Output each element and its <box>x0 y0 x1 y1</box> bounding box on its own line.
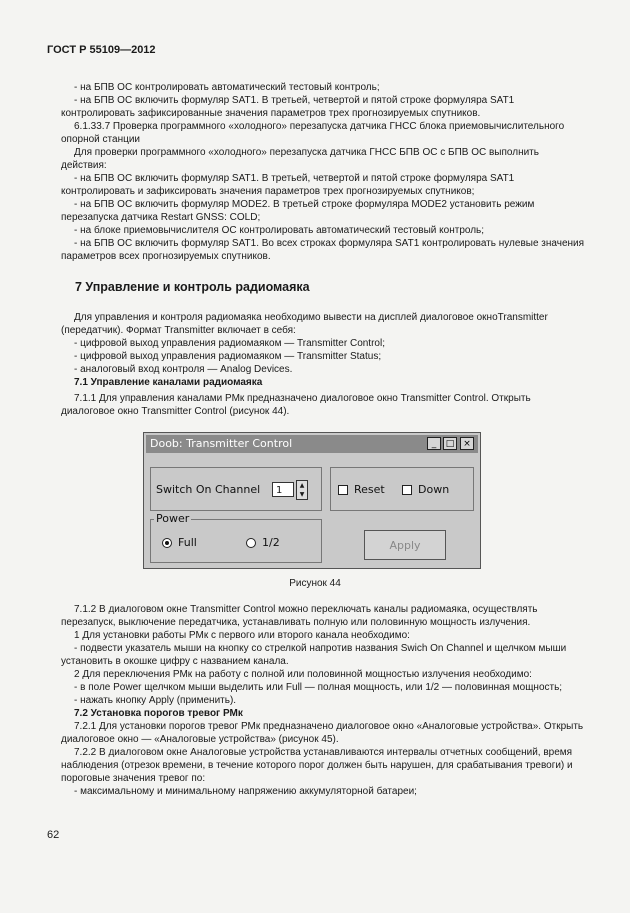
bottom-text-block <box>61 603 586 798</box>
top-text-block <box>61 81 586 263</box>
figure-caption: Рисунок 44 <box>289 578 341 589</box>
paragraph: - в поле Power щелчком мыши выделить или Full — полная мощность, или 1/2 — половинная мощность; <box>74 682 563 693</box>
down-label: Down <box>418 483 450 496</box>
paragraph: - подвести указатель мыши на кнопку со стрелкой напротив названия Swich On Channel и щелчком мыши установить в окошке цифру с названием канала. <box>61 643 567 667</box>
paragraph: - на блоке приемовычислителя ОС контролировать автоматический тестовый контроль; <box>74 225 485 236</box>
paragraph: 7.1.1 Для управления каналами РМк предназначено диалоговое окно Transmitter Control. Открыть диалоговое окно Transmitter Control (рисунок 44). <box>61 393 531 417</box>
paragraph: 7.1.2 В диалоговом окне Transmitter Control можно переключать каналы радиомаяка, осуществлять перезапуск, выключение передатчика, устанавливать полную или половинную мощность излучения. <box>61 604 538 628</box>
paragraph: - на БПВ ОС включить формуляр SAT1. В третьей, четвертой и пятой строке формуляра SAT1 контролировать и зафиксировать значения параметров трех прогнозируемых спутников; <box>61 173 515 197</box>
paragraph: 2 Для переключения РМк на работу с полной или половинной мощностью излучения необходимо: <box>74 669 532 680</box>
paragraph: Для проверки программного «холодного» перезапуска датчика ГНСС БПВ ОС с БПВ ОС выполнить действия: <box>61 147 539 171</box>
paragraph: 7.2.2 В диалоговом окне Аналоговые устройства устанавливаются интервалы отчетных сообщений, время наблюдения (отрезок времени, в течение которого порог должен быть нарушен, для срабатывания тревоги) и пороговые значения тревог по: <box>61 747 573 784</box>
arrow-up-icon[interactable]: ▲ <box>299 482 305 489</box>
channel-spinner[interactable] <box>296 480 308 500</box>
reset-label: Reset <box>354 483 385 496</box>
subsection-title: 7.2 Установка порогов тревог РМк <box>74 708 243 719</box>
channel-input[interactable]: 1 <box>272 482 294 497</box>
full-radio[interactable] <box>162 538 172 548</box>
paragraph: - нажать кнопку Apply (применить). <box>74 695 237 706</box>
paragraph: - на БПВ ОС включить формуляр MODE2. В третьей строке формуляра MODE2 установить режим перезапуска датчика Restart GNSS: COLD; <box>61 199 535 223</box>
close-icon[interactable]: × <box>460 437 474 450</box>
mid-text-block <box>61 311 586 418</box>
apply-button[interactable]: Apply <box>364 530 446 560</box>
maximize-icon[interactable]: □ <box>443 437 457 450</box>
full-label: Full <box>178 536 197 549</box>
dialog-titlebar[interactable] <box>146 435 478 453</box>
paragraph: - на БПВ ОС включить формуляр SAT1. В третьей, четвертой и пятой строке формуляра SAT1 контролировать зафиксированные значения параметров трех прогнозируемых спутников. <box>61 95 515 119</box>
half-radio[interactable] <box>246 538 256 548</box>
half-label: 1/2 <box>262 536 280 549</box>
page-number: 62 <box>47 829 60 841</box>
paragraph: - на БПВ ОС контролировать автоматический тестовый контроль; <box>74 82 380 93</box>
paragraph: - цифровой выход управления радиомаяком — Transmitter Status; <box>74 351 382 362</box>
down-checkbox[interactable] <box>402 485 412 495</box>
power-label: Power <box>156 512 190 525</box>
power-group <box>150 519 322 563</box>
paragraph: - на БПВ ОС включить формуляр SAT1. Во всех строках формуляра SAT1 контролировать нулевые значения параметров всех прогнозируемых спутников. <box>61 238 585 262</box>
subsection-title: 7.1 Управление каналами радиомаяка <box>74 377 263 388</box>
switch-on-channel-label: Switch On Channel <box>156 483 261 496</box>
minimize-icon[interactable]: _ <box>427 437 441 450</box>
paragraph: - цифровой выход управления радиомаяком — Transmitter Control; <box>74 338 385 349</box>
arrow-down-icon[interactable]: ▼ <box>299 491 305 498</box>
paragraph: Для управления и контроля радиомаяка необходимо вывести на дисплей диалоговое окноTransmitter (передатчик). Формат Transmitter включает в себя: <box>61 312 548 336</box>
paragraph: 6.1.33.7 Проверка программного «холодного» перезапуска датчика ГНСС блока приемовычислительного опорной станции <box>61 121 565 145</box>
paragraph: 1 Для установки работы РМк с первого или второго канала необходимо: <box>74 630 410 641</box>
paragraph: - аналоговый вход контроля — Analog Devices. <box>74 364 293 375</box>
section-title: 7 Управление и контроль радиомаяка <box>75 280 310 294</box>
reset-checkbox[interactable] <box>338 485 348 495</box>
dialog-title: Doob: Transmitter Control <box>150 437 293 450</box>
paragraph: - максимальному и минимальному напряжению аккумуляторной батареи; <box>74 786 417 797</box>
paragraph: 7.2.1 Для установки порогов тревог РМк предназначено диалоговое окно «Аналоговые устройства». Открыть диалоговое окно — «Аналоговые устройства» (рисунок 45). <box>61 721 584 745</box>
document-header: ГОСТ Р 55109—2012 <box>47 44 156 56</box>
transmitter-control-dialog <box>143 432 481 569</box>
